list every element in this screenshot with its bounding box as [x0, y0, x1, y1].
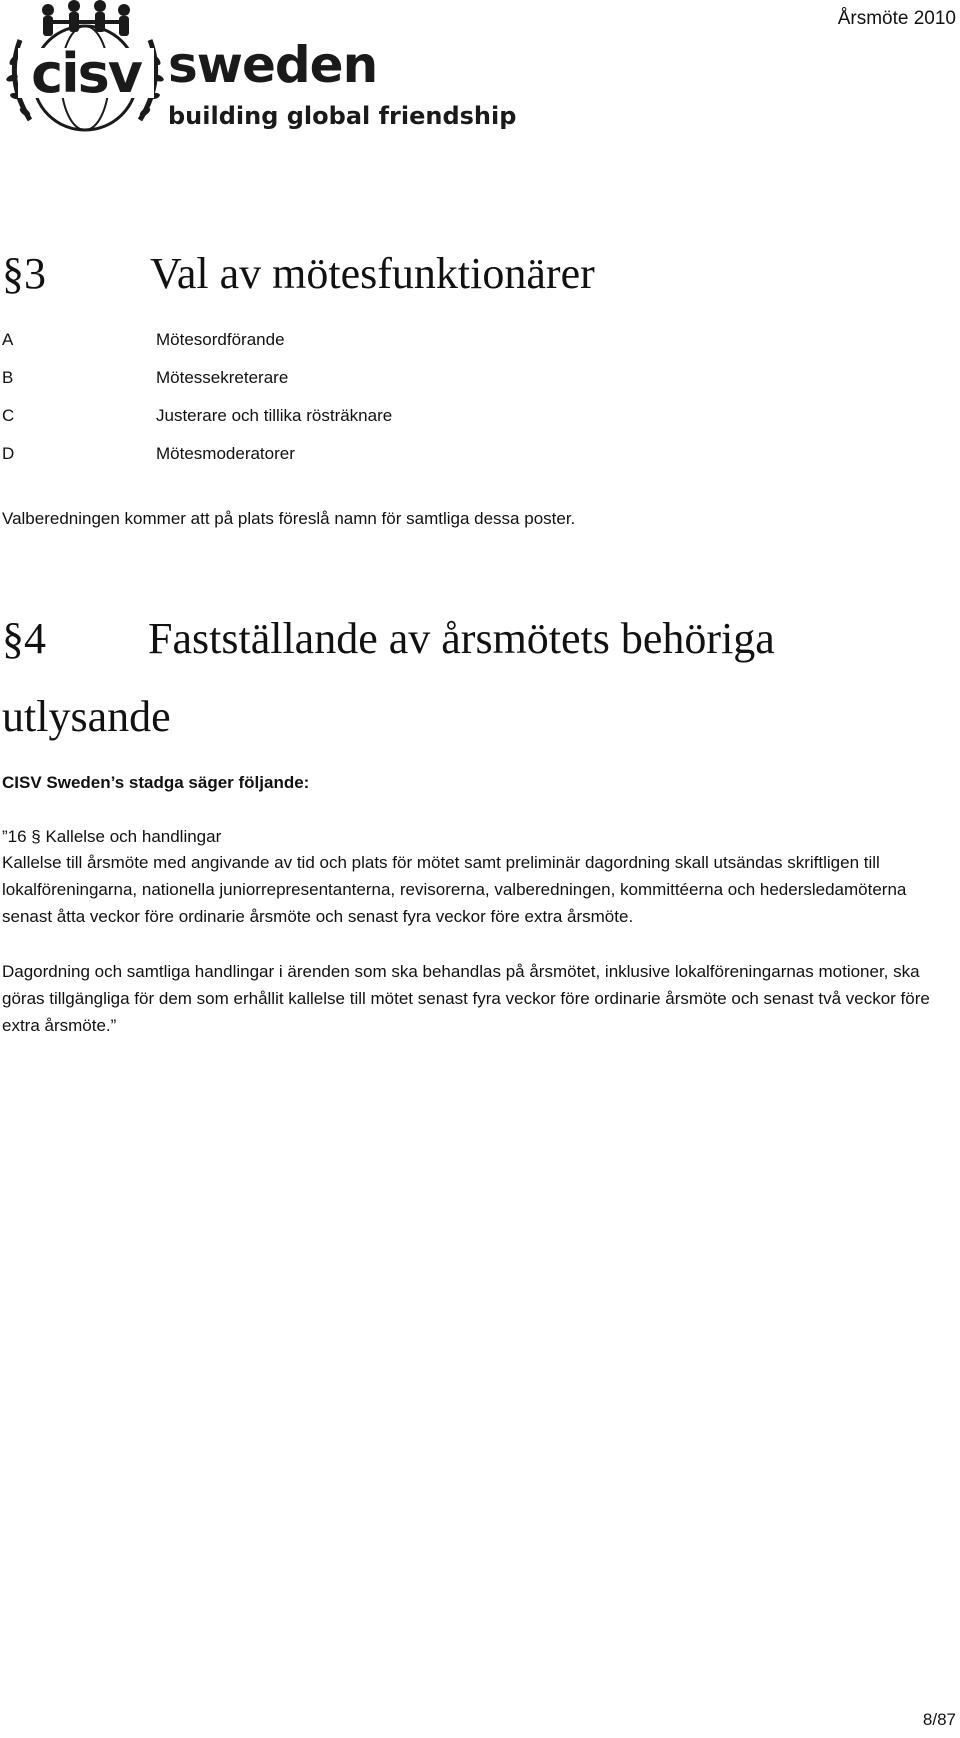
section4-subheading: CISV Sweden’s stadga säger följande:: [2, 773, 310, 792]
section3-title: Val av mötesfunktionärer: [150, 249, 595, 298]
section4-title-line1: Fastställande av årsmötets behöriga: [148, 614, 775, 663]
section4-number: §4: [2, 614, 46, 663]
quote-paragraph-2: Dagordning och samtliga handlingar i ärenden som ska behandlas på årsmötet, inklusive lokalföreningarnas motioner, ska göras tillgängliga för dem som erhållit kallelse till mötet senast fyra veckor före ordinarie årsmöte och senast två veckor före extra årsmöte.”: [2, 962, 930, 1035]
list-item-text: Mötessekreterare: [156, 368, 289, 387]
document-header-title: Årsmöte 2010: [837, 8, 956, 29]
quote-paragraph-1: Kallelse till årsmöte med angivande av tid och plats för mötet samt preliminär dagordning skall utsändas skriftligen till lokalföreningarna, nationella juniorrepresentanterna, revisorerna, valberedningen, kommittéerna och hedersledamöterna senast åtta veckor före ordinarie årsmöte och senast fyra veckor före extra årsmöte.: [2, 853, 907, 926]
logo-tagline: building global friendship: [168, 102, 517, 130]
cisv-logo: [0, 0, 517, 140]
list-item-letter: B: [2, 368, 14, 387]
section3-note: Valberedningen kommer att på plats föreslå namn för samtliga dessa poster.: [2, 509, 576, 528]
list-item-letter: D: [2, 444, 15, 463]
cisv-globe-emblem: [0, 0, 170, 140]
list-item-text: Mötesmoderatorer: [156, 444, 295, 463]
page-number: 8/87: [922, 1710, 956, 1729]
quote-title: ”16 § Kallelse och handlingar: [2, 827, 222, 846]
list-item-letter: C: [2, 406, 15, 425]
section4-title-line2: utlysande: [2, 692, 171, 741]
list-item-text: Justerare och tillika rösträknare: [156, 406, 393, 425]
logo-cisv-text: cisv: [31, 42, 141, 105]
logo-sweden-text: sweden: [168, 36, 378, 94]
list-item-letter: A: [2, 330, 14, 349]
section3-number: §3: [2, 249, 46, 298]
list-item-text: Mötesordförande: [156, 330, 285, 349]
